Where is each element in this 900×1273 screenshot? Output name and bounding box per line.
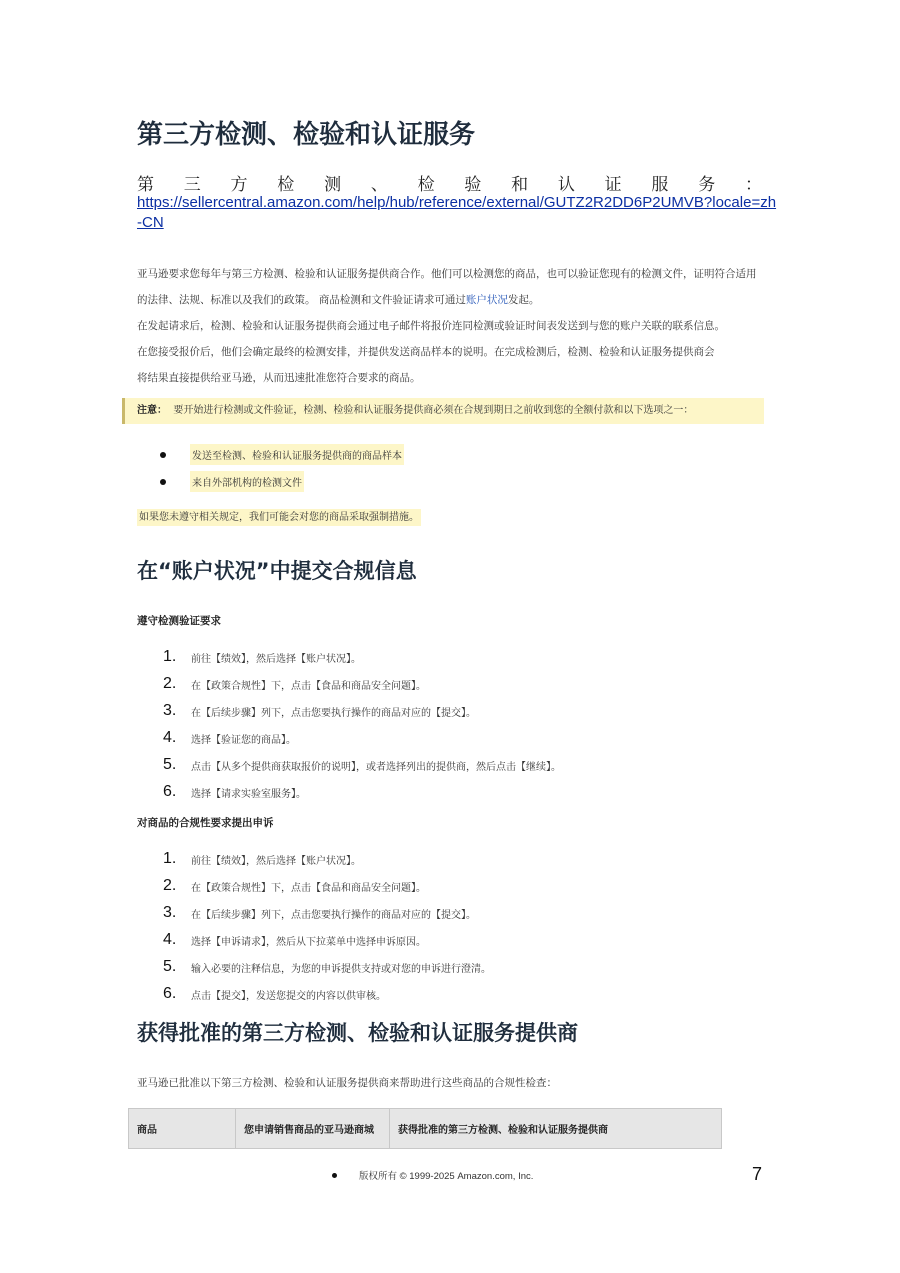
step-item bbox=[163, 729, 296, 747]
intro-line2 bbox=[137, 287, 767, 313]
step-number: 2. bbox=[163, 877, 177, 894]
step-item bbox=[163, 958, 491, 976]
step-text: 在【后续步骤】列下，点击您要执行操作的商品对应的【提交】。 bbox=[191, 707, 476, 719]
step-item bbox=[163, 702, 476, 720]
step-item bbox=[163, 985, 386, 1003]
intro-line2-end: 发起。 bbox=[507, 294, 540, 306]
step-text: 在【后续步骤】列下，点击您要执行操作的商品对应的【提交】。 bbox=[191, 909, 476, 921]
list-item bbox=[160, 444, 404, 465]
warning-text: 如果您未遵守相关规定，我们可能会对您的商品采取强制措施。 bbox=[137, 509, 421, 526]
step-text: 前往【绩效】，然后选择【账户状况】。 bbox=[191, 653, 361, 665]
list-item-text: 来自外部机构的检测文件 bbox=[190, 471, 304, 492]
copyright: 版权所有 © 1999-2025 Amazon.com, Inc. bbox=[359, 1171, 534, 1182]
step-item bbox=[163, 783, 306, 801]
step-number: 5. bbox=[163, 756, 177, 773]
account-health-link[interactable]: 账户状况 bbox=[465, 294, 508, 306]
step-number: 1. bbox=[163, 850, 177, 867]
step-item bbox=[163, 756, 561, 774]
page-number: 7 bbox=[752, 1164, 763, 1184]
list-item bbox=[160, 471, 304, 492]
label-char: 三 bbox=[183, 175, 201, 195]
label-char: 证 bbox=[604, 175, 622, 195]
bullet-icon bbox=[332, 1173, 337, 1178]
intro-paragraph bbox=[137, 261, 767, 313]
reference-link-line2[interactable]: -CN bbox=[137, 214, 164, 231]
step-number: 4. bbox=[163, 931, 177, 948]
step-text: 点击【从多个提供商获取报价的说明】，或者选择列出的提供商，然后点击【继续】。 bbox=[191, 761, 561, 773]
intro-line2-text: 的法律、法规、标准以及我们的政策。 商品检测和文件验证请求可通过 bbox=[137, 294, 466, 306]
step-number: 5. bbox=[163, 958, 177, 975]
label-char: 测 bbox=[324, 175, 342, 195]
step-number: 3. bbox=[163, 904, 177, 921]
step-text: 选择【申诉请求】，然后从下拉菜单中选择申诉原因。 bbox=[191, 936, 426, 948]
process-line3: 将结果直接提供给亚马逊，从而迅速批准您符合要求的商品。 bbox=[137, 372, 421, 384]
table-header-row bbox=[129, 1109, 722, 1149]
table-header-cell: 商品 bbox=[129, 1109, 236, 1149]
process-paragraph bbox=[137, 313, 767, 391]
list-item-text: 发送至检测、检验和认证服务提供商的商品样本 bbox=[190, 444, 404, 465]
label-char: 检 bbox=[277, 175, 295, 195]
step-number: 4. bbox=[163, 729, 177, 746]
step-text: 选择【验证您的商品】。 bbox=[191, 734, 296, 746]
label-char: 验 bbox=[464, 175, 482, 195]
subsection-title-testing: 遵守检测验证要求 bbox=[137, 615, 221, 627]
note-text: 要开始进行检测或文件验证，检测、检验和认证服务提供商必须在合规到期日之前收到您的全额付款和以下选项之一： bbox=[173, 405, 694, 416]
subsection-title-appeal: 对商品的合规性要求提出申诉 bbox=[137, 817, 274, 829]
process-line1: 在发起请求后，检测、检验和认证服务提供商会通过电子邮件将报价连同检测或验证时间表发送到与您的账户关联的联系信息。 bbox=[137, 320, 725, 332]
enforcement-warning bbox=[137, 508, 421, 523]
label-char: ： bbox=[744, 175, 762, 195]
section-title-providers: 获得批准的第三方检测、检验和认证服务提供商 bbox=[137, 1021, 578, 1045]
reference-link-line1[interactable]: https://sellercentral.amazon.com/help/hub/reference/external/GUTZ2R2DD6P2UMVB?locale=zh bbox=[137, 194, 777, 211]
step-number: 2. bbox=[163, 675, 177, 692]
step-item bbox=[163, 904, 476, 922]
step-text: 在【政策合规性】下，点击【食品和商品安全问题】。 bbox=[191, 680, 426, 692]
step-text: 在【政策合规性】下，点击【食品和商品安全问题】。 bbox=[191, 882, 426, 894]
step-item bbox=[163, 877, 426, 895]
step-number: 1. bbox=[163, 648, 177, 665]
label-char: 认 bbox=[557, 175, 575, 195]
label-char: 、 bbox=[370, 175, 388, 195]
page-title: 第三方检测、检验和认证服务 bbox=[137, 120, 476, 150]
label-char: 方 bbox=[230, 175, 248, 195]
note-box bbox=[122, 398, 764, 424]
step-text: 选择【请求实验室服务】。 bbox=[191, 788, 306, 800]
note-label: 注意： bbox=[137, 405, 167, 416]
step-number: 6. bbox=[163, 985, 177, 1002]
step-text: 前往【绩效】，然后选择【账户状况】。 bbox=[191, 855, 361, 867]
table-header-cell: 您申请销售商品的亚马逊商城 bbox=[236, 1109, 390, 1149]
step-item bbox=[163, 675, 426, 693]
providers-table bbox=[128, 1108, 722, 1149]
step-number: 3. bbox=[163, 702, 177, 719]
bullet-icon bbox=[160, 452, 166, 458]
label-char: 务 bbox=[698, 175, 716, 195]
providers-intro: 亚马逊已批准以下第三方检测、检验和认证服务提供商来帮助进行这些商品的合规性检查： bbox=[137, 1077, 557, 1089]
table-header-cell: 获得批准的第三方检测、检验和认证服务提供商 bbox=[390, 1109, 722, 1149]
step-text: 点击【提交】，发送您提交的内容以供审核。 bbox=[191, 990, 386, 1002]
label-char: 第 bbox=[137, 175, 154, 195]
step-item bbox=[163, 931, 426, 949]
reference-link[interactable] bbox=[137, 194, 776, 231]
bullet-icon bbox=[160, 479, 166, 485]
label-char: 服 bbox=[651, 175, 669, 195]
process-line2: 在您接受报价后，他们会确定最终的检测安排，并提供发送商品样本的说明。在完成检测后，检测、检验和认证服务提供商会 bbox=[137, 346, 715, 358]
intro-line1: 亚马逊要求您每年与第三方检测、检验和认证服务提供商合作。他们可以检测您的商品，也可以验证您现有的检测文件，证明符合适用 bbox=[137, 268, 757, 280]
section-title-account-health: 在“账户状况”中提交合规信息 bbox=[137, 559, 417, 583]
step-item bbox=[163, 648, 361, 666]
footer bbox=[332, 1168, 533, 1182]
step-item bbox=[163, 850, 361, 868]
step-number: 6. bbox=[163, 783, 177, 800]
label-char: 检 bbox=[417, 175, 435, 195]
label-char: 和 bbox=[511, 175, 529, 195]
step-text: 输入必要的注释信息，为您的申诉提供支持或对您的申诉进行澄清。 bbox=[191, 963, 491, 975]
link-label bbox=[137, 170, 762, 195]
